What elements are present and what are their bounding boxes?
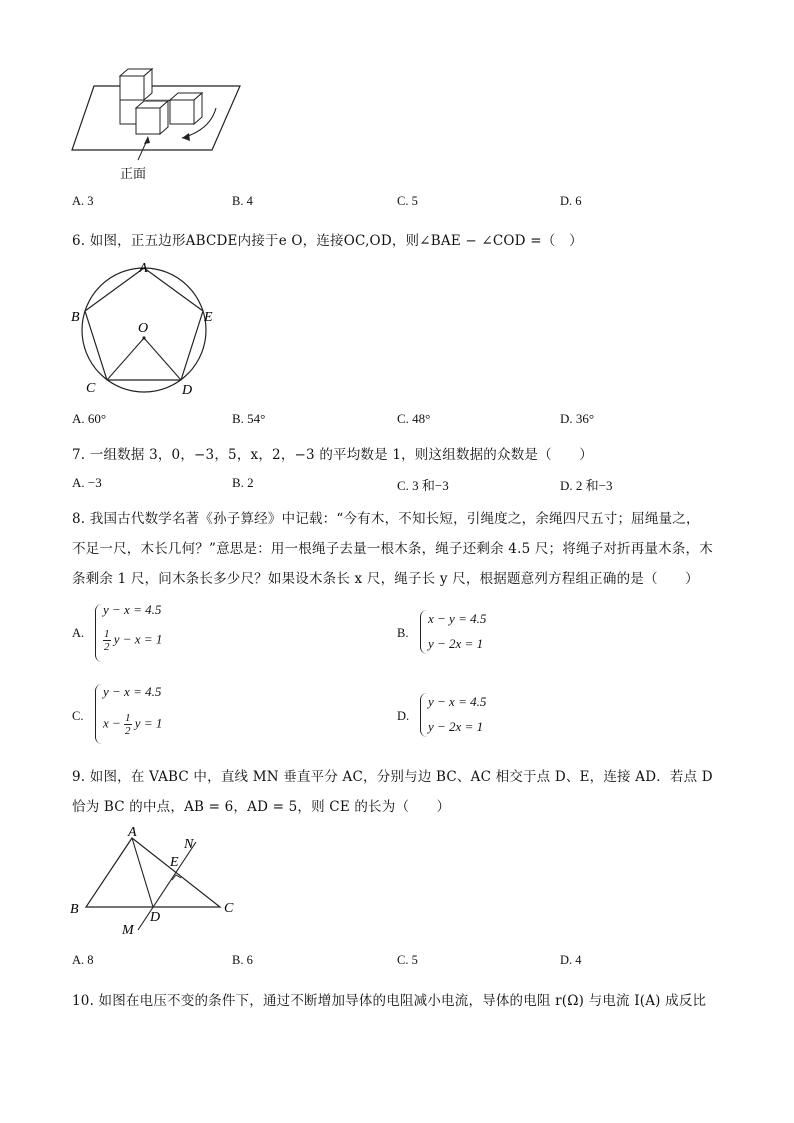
q10-question-text: 10. 如图在电压不变的条件下，通过不断增加导体的电阻减小电流，导体的电阻 r(Ω) 与电流 I(A) 成反比: [72, 993, 707, 1009]
q8-question-line-3: 条剩余 1 尺，问木条长多少尺？如果设木条长 x 尺，绳子长 y 尺，根据题意列方程组正确的是（ ）: [72, 571, 699, 587]
pentagon-figure: [70, 258, 220, 398]
q6-option-c: C. 48°: [397, 411, 431, 426]
q9-option-c: C. 5: [397, 953, 418, 967]
q8-option-d-eq1: y − x = 4.5: [428, 694, 487, 709]
cube-stack-figure: [60, 62, 260, 162]
q7-option-a: A. −3: [72, 475, 102, 490]
q9-option-a: A. 8: [72, 953, 94, 967]
q8-option-a-label: A.: [72, 626, 85, 640]
q8-question-line-2: 不足一尺，木长几何？”意思是：用一根绳子去量一根木条，绳子还剩余 4.5 尺；将绳子对折再量木条，木: [72, 541, 713, 557]
q9-option-b: B. 6: [232, 953, 253, 967]
vertex-d-label: D: [182, 383, 193, 398]
q8-option-c-eq1: y − x = 4.5: [103, 684, 162, 699]
q9-option-d: D. 4: [560, 953, 582, 967]
vertex-b-label: B: [71, 310, 80, 325]
triangle-figure: [70, 822, 250, 942]
q6-option-a: A. 60°: [72, 411, 107, 426]
vertex-c-label-tri: C: [224, 901, 234, 916]
q8-option-a-frac-num: 1: [104, 628, 110, 640]
q8-option-b-label: B.: [397, 626, 409, 640]
q8-option-a-brace: [95, 604, 102, 662]
q7-option-d: D. 2 和−3: [560, 478, 613, 493]
q8-option-d-eq2: y − 2x = 1: [428, 719, 484, 734]
q8-option-c-eq2-pre: x −: [103, 715, 121, 731]
q8-option-b-eq2: y − 2x = 1: [428, 636, 484, 651]
q8-option-c-frac-num: 1: [125, 712, 131, 724]
q8-option-d-brace: [420, 693, 427, 737]
q8-option-b-eq1: x − y = 4.5: [428, 611, 487, 626]
front-view-label: 正面: [120, 167, 147, 182]
point-m-label-tri: M: [122, 923, 134, 938]
q5-option-a: A. 3: [72, 194, 94, 208]
q7-option-c: C. 3 和−3: [397, 478, 449, 493]
q8-option-a-eq2-row: [103, 628, 162, 653]
q8-option-d-label: D.: [397, 709, 410, 723]
q8-option-c-brace: [95, 684, 102, 744]
q5-option-d: D. 6: [560, 194, 582, 208]
vertex-e-label: E: [204, 310, 213, 325]
q6-question-text: 6. 如图，正五边形ABCDE内接于e O，连接OC,OD，则∠BAE − ∠COD =（ ）: [72, 233, 583, 249]
q5-option-b: B. 4: [232, 194, 253, 208]
q9-question-line-1: 9. 如图，在 VABC 中，直线 MN 垂直平分 AC，分别与边 BC、AC 相交于点 D、E，连接 AD．若点 D: [72, 769, 713, 785]
point-d-label-tri: D: [150, 910, 161, 925]
q8-option-c-frac-den: 2: [125, 725, 131, 737]
center-o-label: O: [138, 321, 149, 336]
q8-option-a-eq1: y − x = 4.5: [103, 602, 162, 617]
q6-option-d: D. 36°: [560, 411, 595, 426]
q8-option-c-label: C.: [72, 709, 84, 723]
q7-question-text: 7. 一组数据 3，0，−3，5，x，2，−3 的平均数是 1，则这组数据的众数是（ ）: [72, 447, 593, 463]
point-n-label-tri: N: [184, 837, 194, 852]
q8-option-a-frac-den: 2: [104, 641, 110, 653]
vertex-a-label-tri: A: [128, 825, 137, 840]
q8-option-b-brace: [420, 610, 427, 654]
point-e-label-tri: E: [170, 855, 179, 870]
q5-option-c: C. 5: [397, 194, 418, 208]
q8-question-line-1: 8. 我国古代数学名著《孙子算经》中记载：“今有木，不知长短，引绳度之，余绳四尺五寸；屈绳量之，: [72, 511, 700, 527]
vertex-c-label: C: [86, 381, 96, 396]
q8-option-c-eq2: y = 1: [134, 715, 163, 731]
q8-option-c-eq2-row: [103, 712, 162, 737]
vertex-a-label: A: [139, 261, 148, 276]
q8-option-a-eq2: y − x = 1: [113, 631, 163, 647]
q7-option-b: B. 2: [232, 475, 254, 490]
q9-question-line-2: 恰为 BC 的中点，AB = 6，AD = 5，则 CE 的长为（ ）: [72, 799, 451, 815]
vertex-b-label-tri: B: [70, 902, 79, 917]
q6-option-b: B. 54°: [232, 411, 266, 426]
